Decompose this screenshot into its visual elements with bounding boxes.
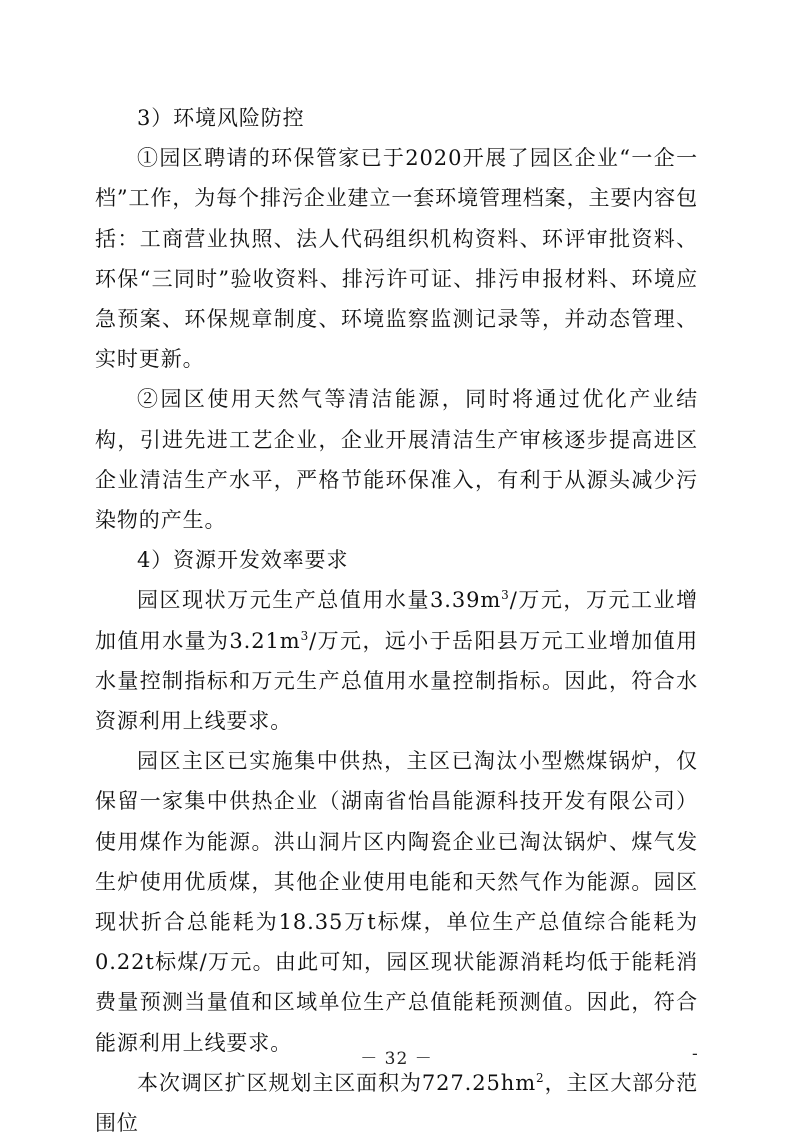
document-page: [95, 98, 698, 1143]
water-text-part-3: /万元，远小于岳阳县万元工业增加值用水量控制指标和万元生产总值用水量控制指标。因此，符合水资源利用上线要求。: [95, 628, 698, 734]
land-text-part-2: ，主区大部分范围位: [95, 1070, 698, 1136]
superscript-cubic-1: 3: [501, 588, 510, 603]
paragraph-enterprise-archives: ①园区聘请的环保管家已于2020开展了园区企业“一企一档”工作，为每个排污企业建立一套环境管理档案，主要内容包括：工商营业执照、法人代码组织机构资料、环评审批资料、环保“三同时”验收资料、排污许可证、排污申报材料、环境应急预案、环保规章制度、环境监察监测记录等，并动态管理、实时更新。: [95, 146, 698, 372]
section-heading-environmental-risk: 3）环境风险防控: [137, 106, 305, 130]
superscript-square: 2: [536, 1070, 545, 1085]
water-text-part-1: 园区现状万元生产总值用水量3.39m: [137, 588, 502, 613]
land-text-part-1: 本次调区扩区规划主区面积为727.25hm: [137, 1070, 537, 1095]
page-number: － 32 －: [360, 1049, 433, 1069]
superscript-cubic-2: 3: [300, 628, 310, 643]
corner-mark: -: [692, 1044, 698, 1064]
paragraph-clean-energy: ②园区使用天然气等清洁能源，同时将通过优化产业结构，引进先进工艺企业，企业开展清洁生产审核逐步提高进区企业清洁生产水平，严格节能环保准入，有利于从源头减少污染物的产生。: [95, 387, 698, 533]
paragraph-water-use: [95, 580, 698, 741]
section-heading-resource-efficiency: 4）资源开发效率要求: [137, 548, 349, 573]
paragraph-energy-use: 园区主区已实施集中供热，主区已淘汰小型燃煤锅炉，仅保留一家集中供热企业（湖南省怡昌能源科技开发有限公司）使用煤作为能源。洪山洞片区内陶瓷企业已淘汰锅炉、煤气发生炉使用优质煤，其他企业使用电能和天然气作为能源。园区现状折合总能耗为18.35万t标煤，单位生产总值综合能耗为0.22t标煤/万元。由此可知，园区现状能源消耗均低于能耗消费量预测当量值和区域单位生产总值能耗预测值。因此，符合能源利用上线要求。: [95, 749, 698, 1055]
paragraph-land-area: [95, 1063, 698, 1143]
water-text-part-2: /万元，万元工业增加值用水量为3.21m: [95, 588, 698, 653]
